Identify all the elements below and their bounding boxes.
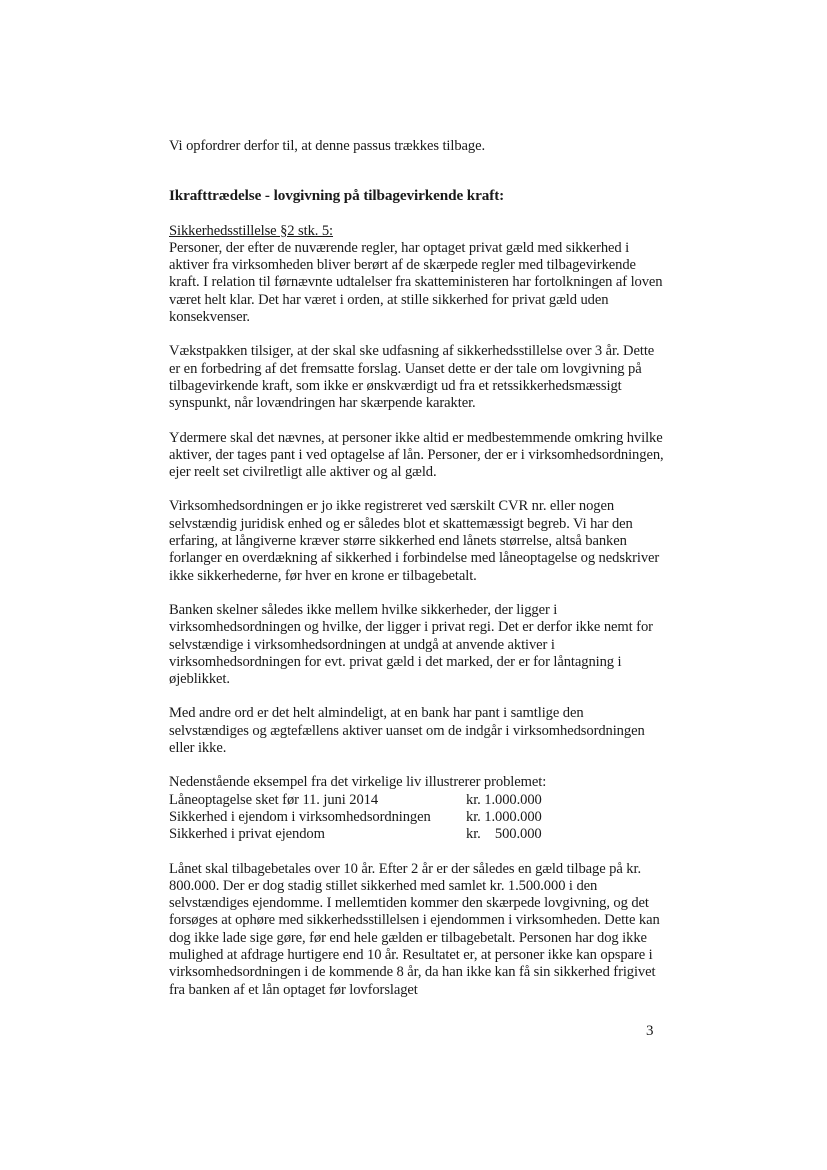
- example-row: [169, 826, 664, 843]
- page-number: 3: [646, 1023, 654, 1039]
- section-heading: Ikrafttrædelse - lovgivning på tilbagevirkende kraft:: [169, 187, 505, 205]
- paragraph-3: Ydermere skal det nævnes, at personer ikke altid er medbestemmende omkring hvilke aktiver, der tages pant i ved optagelse af lån. Personer, der er i virksomhedsordningen, ejer reelt set civilretligt alle aktiver og al gæld.: [169, 429, 664, 481]
- example-row: [169, 809, 664, 826]
- example-row-amount: kr. 500.000: [466, 826, 542, 843]
- document-body: [169, 138, 664, 1016]
- example-row-amount: kr. 1.000.000: [466, 791, 542, 808]
- example-row-label: Sikkerhed i ejendom i virksomhedsordningen: [169, 808, 431, 825]
- example-table: [169, 774, 664, 843]
- example-intro: Nedenstående eksempel fra det virkelige liv illustrerer problemet:: [169, 774, 547, 791]
- intro-paragraph: Vi opfordrer derfor til, at denne passus trækkes tilbage.: [169, 138, 486, 154]
- example-row-label: Sikkerhed i privat ejendom: [169, 826, 325, 843]
- paragraph-6: Med andre ord er det helt almindeligt, at en bank har pant i samtlige den selvstændiges og ægtefællens aktiver uanset om de indgår i virksomhedsordningen eller ikke.: [169, 705, 645, 757]
- subsection-heading: Sikkerhedsstillelse §2 stk. 5:: [169, 222, 334, 239]
- example-row: [169, 792, 664, 809]
- paragraph-5: Banken skelner således ikke mellem hvilke sikkerheder, der ligger i virksomhedsordningen og hvilke, der ligger i privat regi. Det er derfor ikke nemt for selvstændige i virksomhedsordningen at undgå at anvende aktiver i virksomhedsordningen for evt. privat gæld i det marked, der er for låntagning i øjeblikket.: [169, 601, 653, 688]
- example-row-amount: kr. 1.000.000: [466, 808, 542, 825]
- paragraph-4: Virksomhedsordningen er jo ikke registreret ved særskilt CVR nr. eller nogen selvstændig juridisk enhed og er således blot et skattemæssigt begreb. Vi har den erfaring, at långiverne kræver større sikkerhed end lånets størrelse, altså banken forlanger en overdækning af sikkerhed i forbindelse med låneoptagelse og nedskriver ikke sikkerhederne, før hver en krone er tilbagebetalt.: [169, 498, 660, 584]
- paragraph-2: Vækstpakken tilsiger, at der skal ske udfasning af sikkerhedsstillelse over 3 år. Dette er en forbedring af det fremsatte forslag. Uanset dette er der tale om lovgivning på tilbagevirkende kraft, som ikke er ønskværdigt ud fra et retssikkerhedsmæssigt synspunkt, når lovændringen har skærpende karakter.: [169, 343, 655, 412]
- paragraph-1: Personer, der efter de nuværende regler, har optaget privat gæld med sikkerhed i aktiver fra virksomheden bliver berørt af de skærpede regler med tilbagevirkende kraft. I relation til førnævnte udtalelser fra skatteministeren har fortolkningen af loven været helt klar. Det har været i orden, at stille sikkerhed for privat gæld uden konsekvenser.: [169, 239, 663, 326]
- example-row-label: Låneoptagelse sket før 11. juni 2014: [169, 791, 379, 808]
- paragraph-7: Lånet skal tilbagebetales over 10 år. Efter 2 år er der således en gæld tilbage på kr. 800.000. Der er dog stadig stillet sikkerhed med samlet kr. 1.500.000 i den selvstændiges ejendomme. I mellemtiden kommer den skærpede lovgivning, og det forsøges at ophøre med sikkerhedsstillelsen i ejendommen i virksomheden. Dette kan dog ikke lade sige gøre, før end hele gælden er tilbagebetalt. Personen har dog ikke mulighed at afdrage hurtigere end 10 år. Resultatet er, at personer ikke kan opspare i virksomhedsordningen i de kommende 8 år, da han ikke kan få sin sikkerhed frigivet fra banken af et lån optaget før lovforslaget: [169, 860, 660, 998]
